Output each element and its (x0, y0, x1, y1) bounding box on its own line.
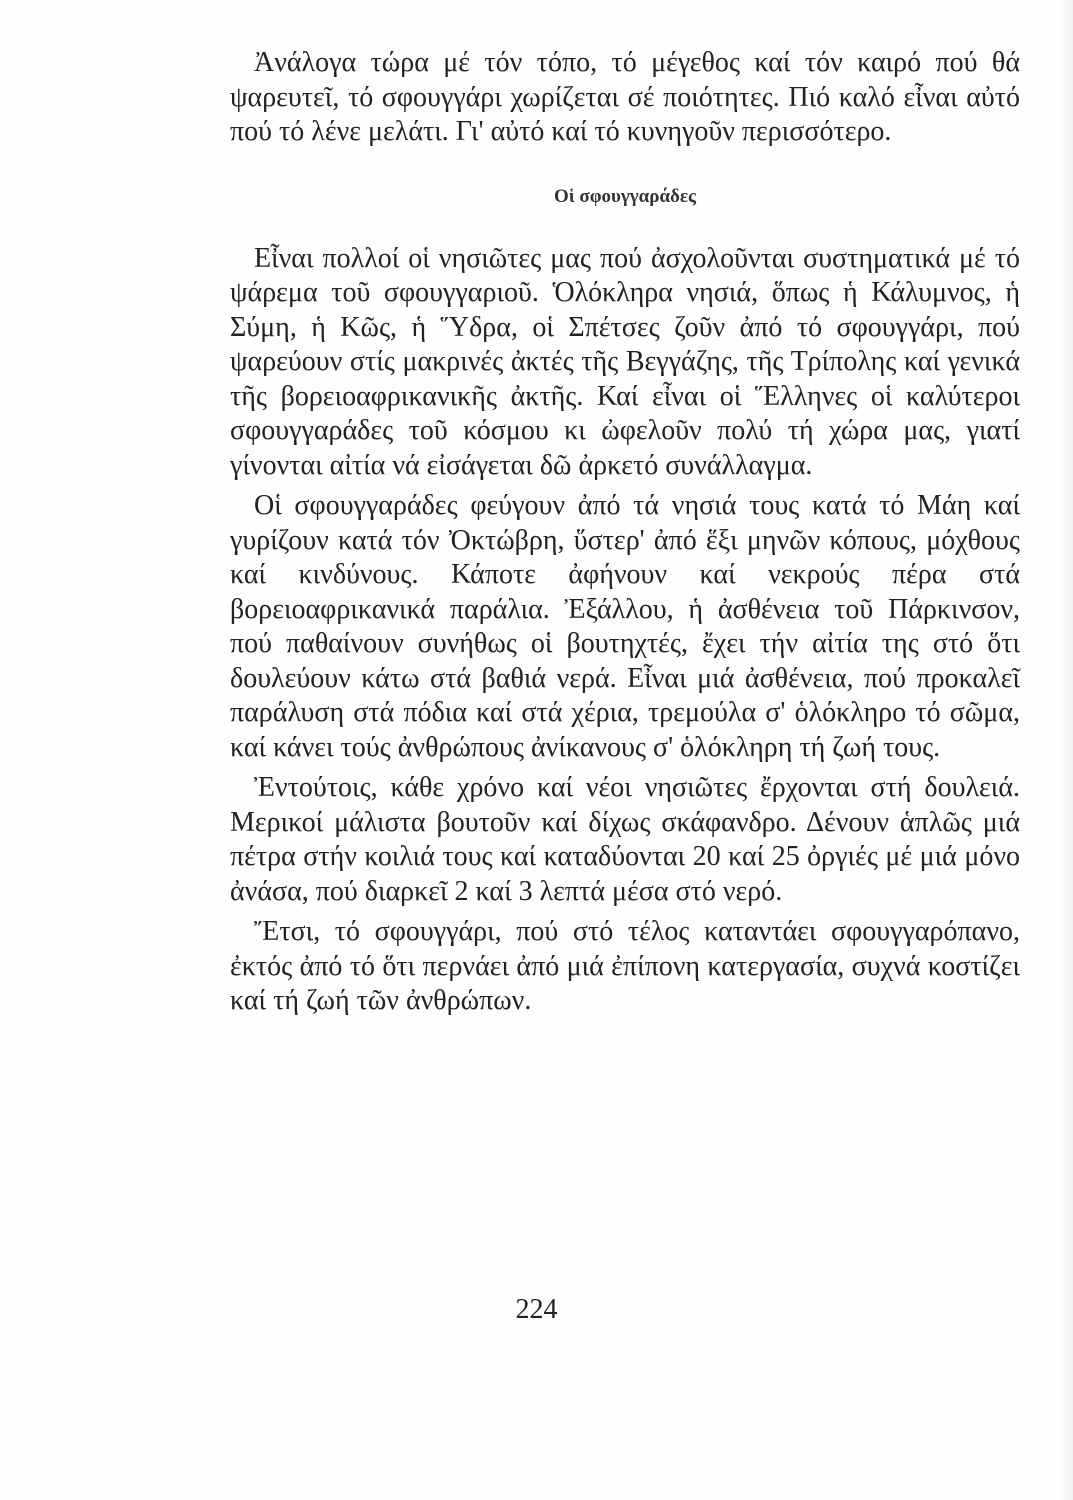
section-heading: Οἱ σφουγγαράδες (553, 185, 697, 207)
paragraph-divers: Ἐντούτοις, κάθε χρόνο καί νέοι νησιῶτες ἔρχονται στή δουλειά. Μερικοί μάλιστα βουτοῦν καί δίχως σκάφανδρο. Δένουν ἁπλῶς μιά πέτρα στήν κοιλιά τους καί καταδύονται 20 καί 25 ὀργιές μέ μιά μόνο ἀνάσα, πού διαρκεῖ 2 καί 3 λεπτά μέσα στό νερό. (230, 772, 1020, 907)
paragraph-season-dangers: Οἱ σφουγγαράδες φεύγουν ἀπό τά νησιά τους κατά τό Μάη καί γυρίζουν κατά τόν Ὀκτώβρη, ὕστερ' ἀπό ἕξι μηνῶν κόπους, μόχθους καί κινδύνους. Κάποτε ἀφήνουν καί νεκρούς πέρα στά βορειοαφρικανικά παράλια. Ἐξάλλου, ἡ ἀσθένεια τοῦ Πάρκινσον, πού παθαίνουν συνήθως οἱ βουτηχτές, ἔχει τήν αἰτία της στό ὅτι δουλεύουν κάτω στά βαθιά νερά. Εἶναι μιά ἀσθένεια, πού προκαλεῖ παράλυση στά πόδια καί στά χέρια, τρεμούλα σ' ὁλόκληρο τό σῶμα, καί κάνει τούς ἀνθρώπους ἀνίκανους σ' ὁλόκληρη τή ζωή τους. (230, 490, 1020, 763)
body-text (230, 46, 1020, 1025)
page-number: 224 (515, 1294, 558, 1325)
paragraph-conclusion: Ἔτσι, τό σφουγγάρι, πού στό τέλος καταντάει σφουγγαρόπανο, ἐκτός ἀπό τό ὅτι περνάει ἀπό μιά ἐπίπονη κατεργασία, συχνά κοστίζει καί τή ζωή τῶν ἀνθρώπων. (230, 916, 1020, 1016)
page-edge-shadow (1059, 0, 1073, 1500)
paragraph-sponge-quality: Ἀνάλογα τώρα μέ τόν τόπο, τό μέγεθος καί τόν καιρό πού θά ψαρευτεῖ, τό σφουγγάρι χωρίζεται σέ ποιότητες. Πιό καλό εἶναι αὐτό πού τό λένε μελάτι. Γι' αὐτό καί τό κυνηγοῦν περισσότερο. (230, 47, 1020, 147)
paragraph-islanders: Εἶναι πολλοί οἱ νησιῶτες μας πού ἀσχολοῦνται συστηματικά μέ τό ψάρεμα τοῦ σφουγγαριοῦ. Ὁλόκληρα νησιά, ὅπως ἡ Κάλυμνος, ἡ Σύμη, ἡ Κῶς, ἡ Ὕδρα, οἱ Σπέτσες ζοῦν ἀπό τό σφουγγάρι, πού ψαρεύουν στίς μακρινές ἀκτές τῆς Βεγγάζης, τῆς Τρίπολης καί γενικά τῆς βορειοαφρικανικῆς ἀκτῆς. Καί εἶναι οἱ Ἕλληνες οἱ καλύτεροι σφουγγαράδες τοῦ κόσμου κι ὠφελοῦν πολύ τή χώρα μας, γιατί γίνονται αἰτία νά εἰσάγεται δῶ ἀρκετό συνάλλαγμα. (230, 242, 1020, 481)
